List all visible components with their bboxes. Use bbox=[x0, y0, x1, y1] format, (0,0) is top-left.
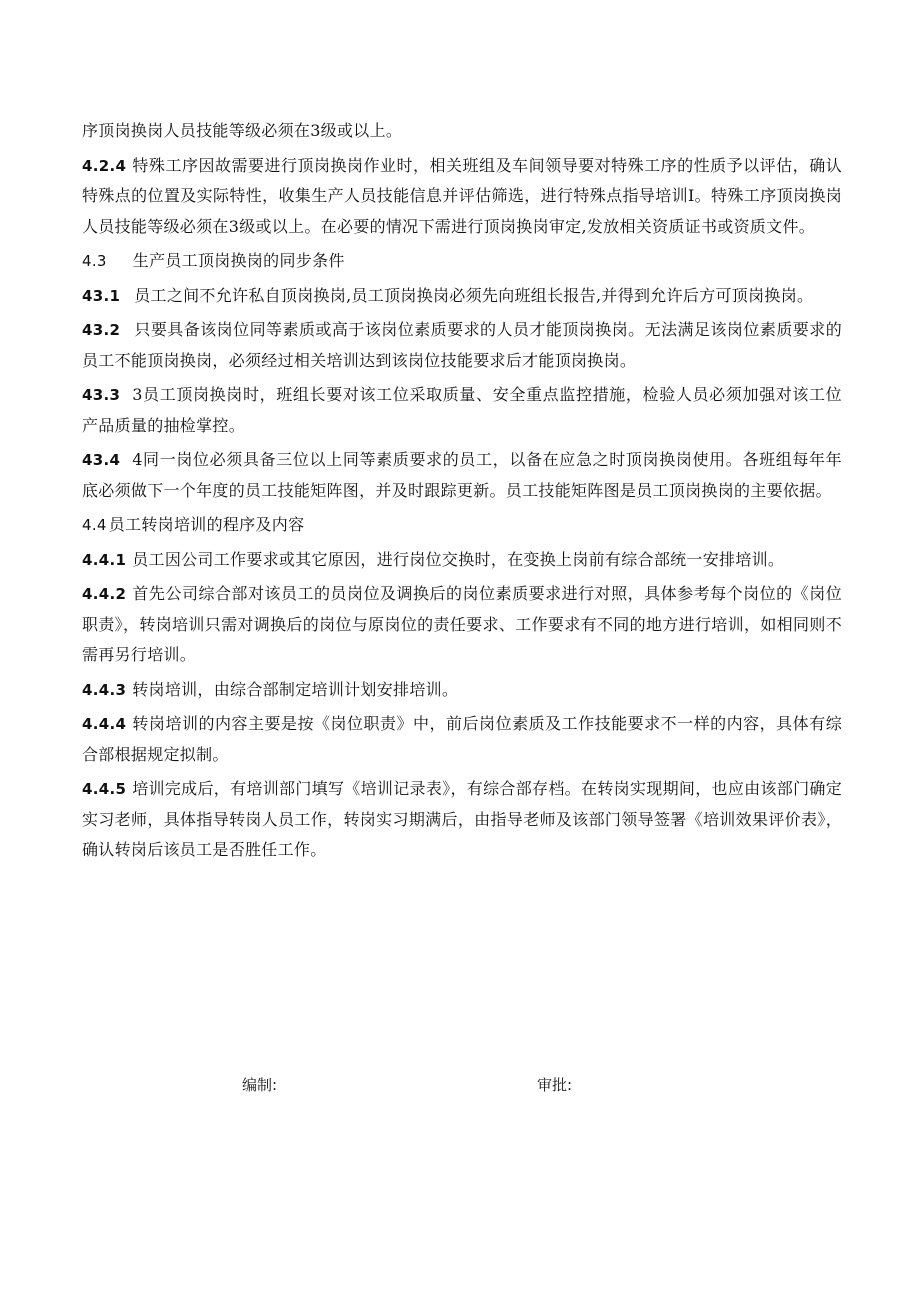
paragraph-text: 4同一岗位必须具备三位以上同等素质要求的员工，以备在应急之时顶岗换岗使用。各班组每年年底必须做下一个年度的员工技能矩阵图，并及时跟踪更新。员工技能矩阵图是员工顶岗换岗的主要依据。 bbox=[82, 450, 842, 500]
paragraph-4-4-5 bbox=[82, 774, 842, 866]
section-heading: 生产员工顶岗换岗的同步条件 bbox=[132, 251, 345, 270]
section-number: 4.4.4 bbox=[82, 715, 127, 733]
paragraph-4-4-1 bbox=[82, 545, 842, 576]
document-body bbox=[82, 116, 842, 870]
signature-row bbox=[0, 1074, 920, 1104]
heading-4-4 bbox=[82, 510, 842, 541]
paragraph-4-4-4 bbox=[82, 709, 842, 770]
paragraph-continuation bbox=[82, 116, 842, 147]
section-number: 4.4.3 bbox=[82, 680, 127, 699]
section-number: 43.1 bbox=[82, 286, 121, 305]
approver-label: 审批: bbox=[537, 1076, 573, 1094]
section-number: 4.4.5 bbox=[82, 780, 127, 798]
section-number: 4.4.2 bbox=[82, 585, 127, 603]
heading-4-3 bbox=[82, 246, 842, 277]
paragraph-4-3-2 bbox=[82, 315, 842, 376]
section-number: 4.3 bbox=[82, 252, 107, 270]
paragraph-text: 只要具备该岗位同等素质或高于该岗位素质要求的人员才能顶岗换岗。无法满足该岗位素质要求的员工不能顶岗换岗，必须经过相关培训达到该岗位技能要求后才能顶岗换岗。 bbox=[82, 320, 842, 370]
paragraph-4-2-4 bbox=[82, 151, 842, 243]
paragraph-text: 培训完成后，有培训部门填写《培训记录表》，有综合部存档。在转岗实现期间，也应由该部门确定实习老师，具体指导转岗人员工作，转岗实习期满后，由指导老师及该部门领导签署《培训效果评价表》，确认转岗后该员工是否胜任工作。 bbox=[82, 779, 842, 859]
paragraph-4-3-4 bbox=[82, 445, 842, 506]
section-number: 43.3 bbox=[82, 386, 121, 404]
section-number: 4.4.1 bbox=[82, 550, 127, 569]
compiler-label: 编制: bbox=[242, 1076, 278, 1094]
paragraph-4-3-1 bbox=[82, 281, 842, 312]
paragraph-text: 转岗培训的内容主要是按《岗位职责》中，前后岗位素质及工作技能要求不一样的内容，具体有综合部根据规定拟制。 bbox=[82, 714, 842, 764]
paragraph-4-4-3 bbox=[82, 675, 842, 706]
paragraph-text: 员工之间不允许私自顶岗换岗,员工顶岗换岗必须先向班组长报告,并得到允许后方可顶岗换岗。 bbox=[134, 285, 814, 305]
section-number: 4.2.4 bbox=[82, 156, 127, 175]
paragraph-text: 首先公司综合部对该员工的员岗位及调换后的岗位素质要求进行对照，具体参考每个岗位的《岗位职责》，转岗培训只需对调换后的岗位与原岗位的责任要求、工作要求有不同的地方进行培训，如相同则不需再另行培训。 bbox=[82, 584, 842, 664]
paragraph-text: 3员工顶岗换岗时，班组长要对该工位采取质量、安全重点监控措施，检验人员必须加强对该工位产品质量的抽检掌控。 bbox=[82, 385, 842, 435]
paragraph-text: 序顶岗换岗人员技能等级必须在3级或以上。 bbox=[82, 121, 403, 140]
section-number: 4.4 bbox=[82, 516, 107, 534]
paragraph-4-3-3 bbox=[82, 380, 842, 441]
paragraph-4-4-2 bbox=[82, 579, 842, 671]
section-number: 43.2 bbox=[82, 321, 121, 339]
paragraph-text: 转岗培训，由综合部制定培训计划安排培训。 bbox=[132, 679, 459, 699]
paragraph-text: 员工因公司工作要求或其它原因，进行岗位交换时，在变换上岗前有综合部统一安排培训。 bbox=[132, 549, 785, 569]
section-number: 43.4 bbox=[82, 451, 121, 469]
paragraph-text: 特殊工序因故需要进行顶岗换岗作业时，相关班组及车间领导要对特殊工序的性质予以评估，确认特殊点的位置及实际特性，收集生产人员技能信息并评估筛选，进行特殊点指导培训I。特殊工序顶岗换岗人员技能等级必须在3级或以上。在必要的情况下需进行顶岗换岗审定,发放相关资质证书或资质文件。 bbox=[82, 155, 842, 236]
section-heading: 员工转岗培训的程序及内容 bbox=[108, 515, 305, 534]
